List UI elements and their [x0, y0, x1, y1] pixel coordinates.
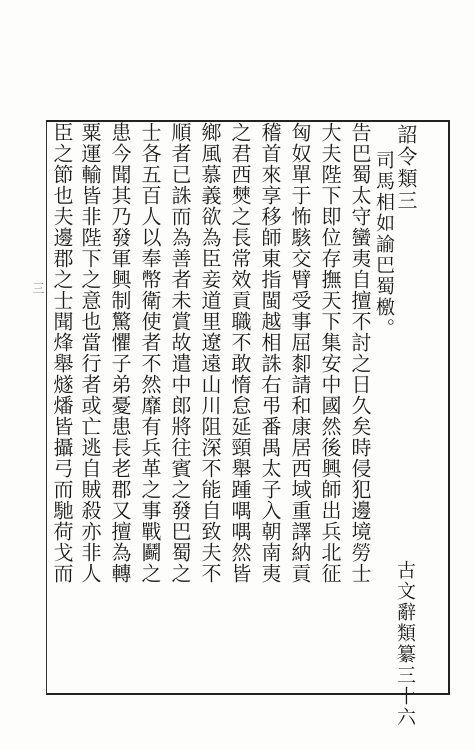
text-column: 士各五百人以奉幣衛使者不然靡有兵革之事戰鬬之	[138, 122, 162, 584]
text-column: 匈奴單于怖駭交臂受事屈厀請和康居西域重譯納貢	[288, 122, 312, 584]
text-column: 告巴蜀太守蠻夷自擅不討之日久矣時侵犯邊境勞士	[348, 122, 372, 584]
text-column: 順者已誅而為善者未賞故遣中郎將往賓之發巴蜀之	[168, 122, 192, 584]
essay-heading: 司馬相如諭巴蜀檄。	[373, 150, 395, 339]
chapter-title: 詔令類三	[394, 124, 418, 212]
book-source-label: 古文辭類纂三十六	[394, 560, 416, 728]
text-column: 大夫陛下即位存撫天下集安中國然後興師出兵北征	[318, 122, 342, 584]
text-column: 稽首來享移師東指閩越相誅右弔番禺太子入朝南夷	[258, 122, 282, 584]
text-column: 粟運輸皆非陛下之意也當行者或亡逃自賊殺亦非人	[78, 122, 102, 584]
text-column: 患今聞其乃發軍興制驚懼子弟憂患長老郡又擅為轉	[108, 122, 132, 584]
text-column: 臣之節也夫邊郡之士聞烽舉燧燔皆攝弓而馳荷戈而	[50, 122, 74, 584]
spine-mark: 三	[31, 282, 45, 294]
text-column: 之君西僰之長常效貢職不敢惰怠延頸舉踵喁喁然皆	[228, 122, 252, 584]
text-column: 鄉風慕義欲為臣妾道里遼遠山川阻深不能自致夫不	[198, 122, 222, 584]
